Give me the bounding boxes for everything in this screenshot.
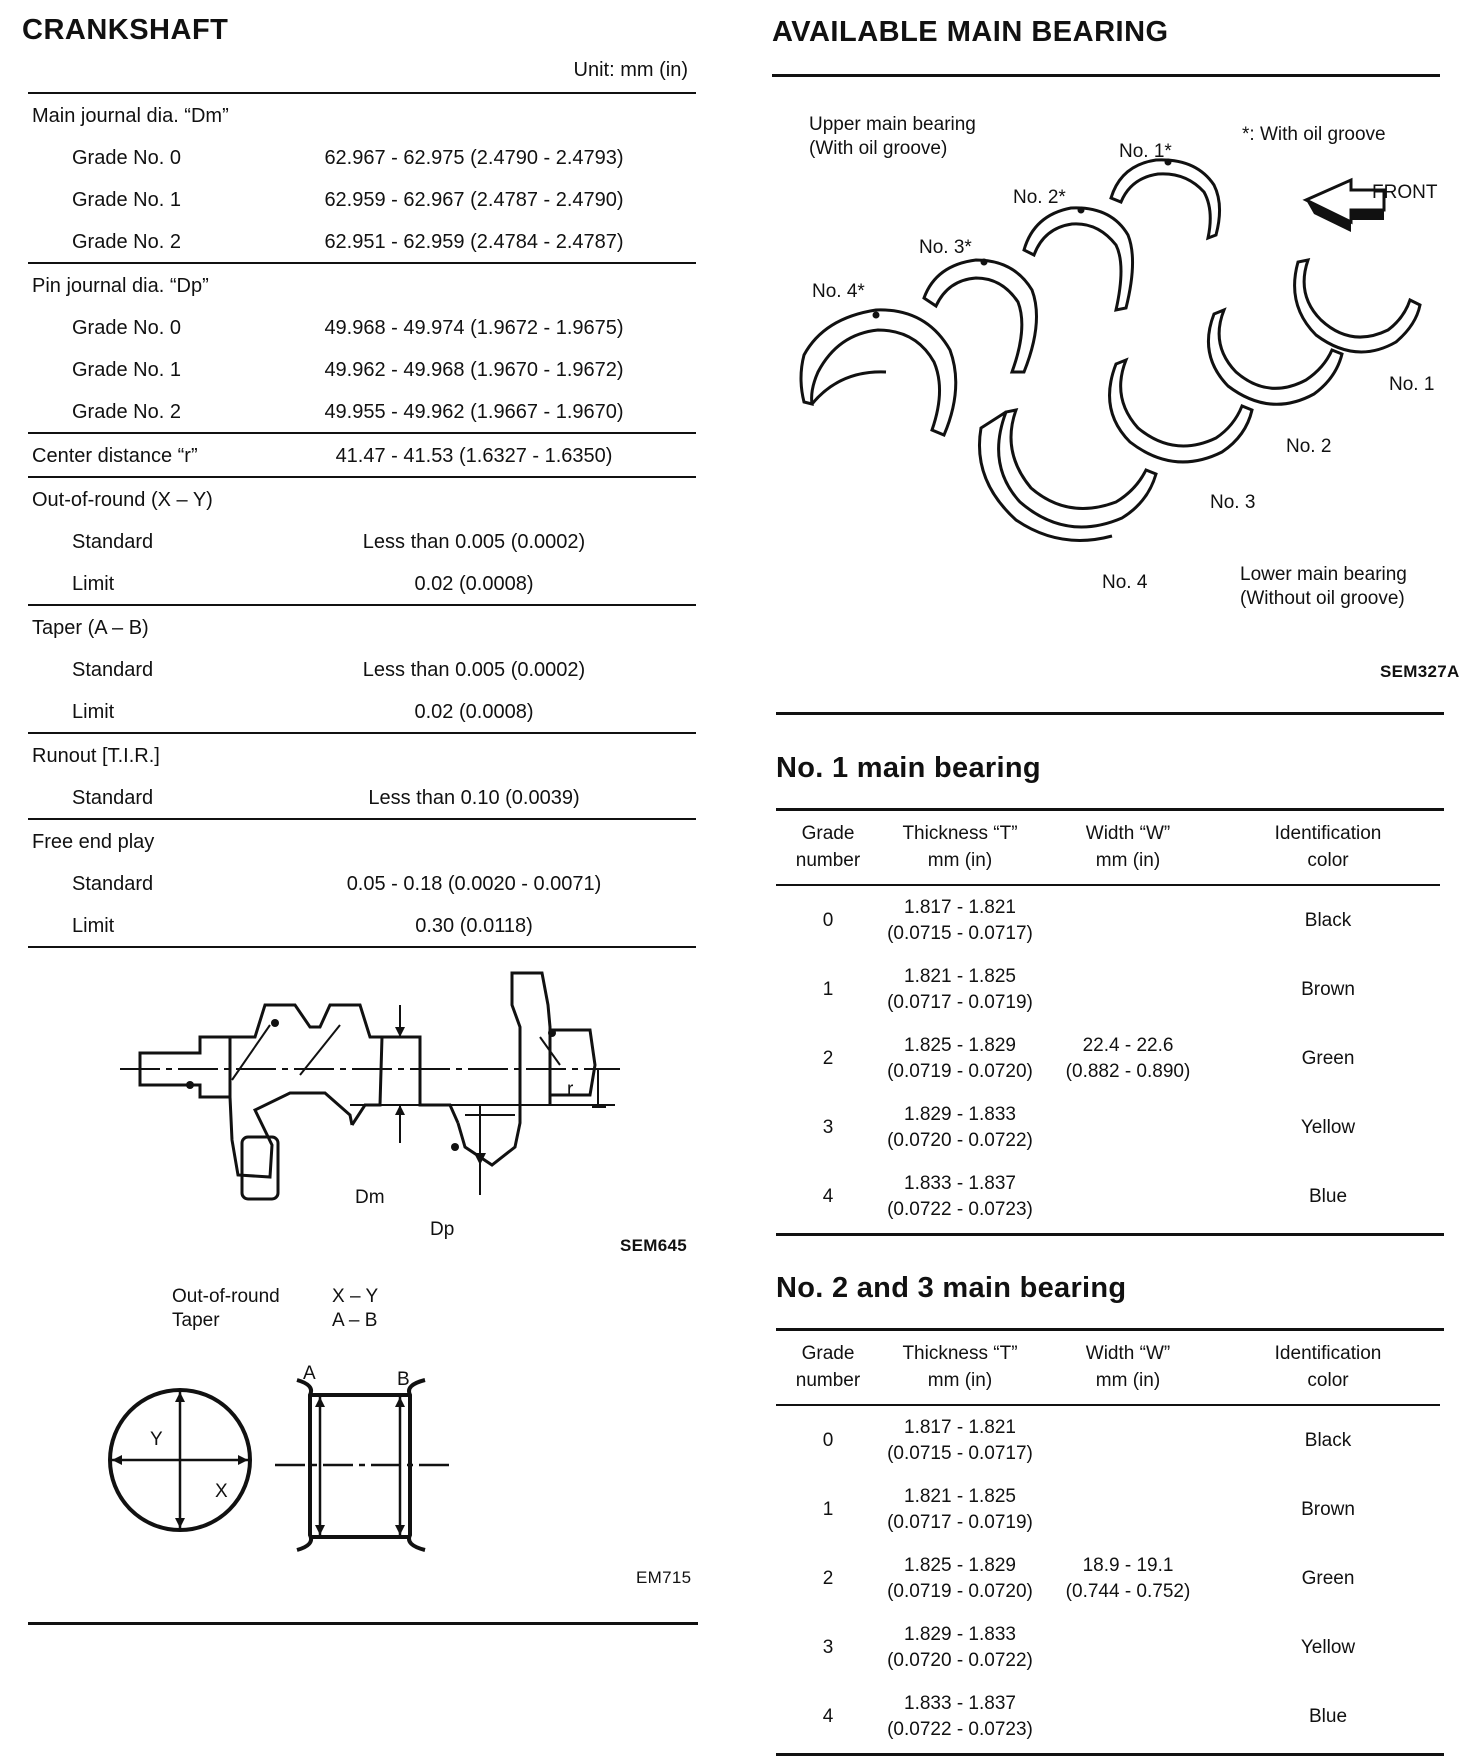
grade-number-header bbox=[776, 810, 880, 885]
thickness-in: (0.0722 - 0.0723) bbox=[887, 1718, 1033, 1740]
dp-label: Dp bbox=[430, 1219, 455, 1240]
crankshaft-diagram bbox=[120, 965, 620, 1240]
color-cell: Black bbox=[1304, 909, 1352, 931]
thickness-in: (0.0719 - 0.0720) bbox=[887, 1580, 1033, 1602]
spec-heading-row bbox=[28, 820, 696, 862]
width-header-line1: Width “W” bbox=[1085, 1343, 1171, 1364]
grade-number-header-line1: Grade bbox=[801, 1343, 855, 1364]
thickness-header-line1: Thickness “T” bbox=[902, 823, 1018, 844]
spec-row bbox=[28, 178, 696, 220]
table-header-row bbox=[776, 810, 1440, 885]
table-row bbox=[776, 1405, 1440, 1475]
spec-heading-row bbox=[28, 434, 696, 476]
grade-number-header-line2: number bbox=[795, 850, 861, 871]
no1-bottom-rule bbox=[776, 1233, 1444, 1236]
color-cell: Green bbox=[1301, 1047, 1355, 1069]
front-label: FRONT bbox=[1372, 182, 1438, 203]
grade-cell: 2 bbox=[822, 1047, 834, 1069]
spec-row-value: 0.30 (0.0118) bbox=[415, 915, 533, 937]
thickness-header bbox=[880, 810, 1040, 885]
no23-bearing-table bbox=[776, 1330, 1440, 1751]
grade-cell: 1 bbox=[822, 1498, 834, 1520]
thickness-cell bbox=[880, 1475, 1040, 1544]
no1-bearing-table bbox=[776, 810, 1440, 1231]
thickness-cell bbox=[880, 955, 1040, 1024]
identification-color-header bbox=[1216, 810, 1440, 885]
crankshaft-spec-table bbox=[28, 56, 696, 948]
spec-section bbox=[28, 434, 696, 478]
identification-color-header-line2: color bbox=[1307, 1370, 1349, 1391]
thickness-cell bbox=[880, 1613, 1040, 1682]
thickness-mm: 1.829 - 1.833 bbox=[904, 1623, 1016, 1645]
spec-row-label: Standard bbox=[72, 531, 154, 553]
unit-label: Unit: mm (in) bbox=[573, 59, 688, 81]
thickness-in: (0.0717 - 0.0719) bbox=[887, 991, 1033, 1013]
thickness-in: (0.0715 - 0.0717) bbox=[887, 1442, 1033, 1464]
spec-row-value: Less than 0.10 (0.0039) bbox=[368, 787, 580, 809]
thickness-mm: 1.833 - 1.837 bbox=[904, 1172, 1016, 1194]
spec-row-label: Grade No. 0 bbox=[72, 147, 181, 169]
upper-bearing-no4: No. 4* bbox=[812, 281, 865, 302]
spec-row bbox=[28, 690, 696, 732]
spec-row-value: 0.05 - 0.18 (0.0020 - 0.0071) bbox=[346, 873, 602, 895]
thickness-cell bbox=[880, 1544, 1040, 1613]
lower-bearing-no3: No. 3 bbox=[1210, 492, 1256, 513]
thickness-mm: 1.817 - 1.821 bbox=[904, 896, 1016, 918]
width-header bbox=[1040, 1330, 1216, 1405]
spec-row bbox=[28, 520, 696, 562]
crankshaft-title: CRANKSHAFT bbox=[22, 14, 229, 46]
color-cell: Brown bbox=[1301, 978, 1355, 1000]
legend-taper-value: A – B bbox=[332, 1310, 378, 1331]
spec-row bbox=[28, 348, 696, 390]
width-header bbox=[1040, 810, 1216, 885]
table-header-row bbox=[776, 1330, 1440, 1405]
thickness-header-line2: mm (in) bbox=[927, 850, 993, 871]
upper-bearing-no2: No. 2* bbox=[1013, 187, 1066, 208]
spec-heading-row bbox=[28, 606, 696, 648]
no23-bottom-rule bbox=[776, 1753, 1444, 1756]
thickness-cell bbox=[880, 1405, 1040, 1475]
x-label: X bbox=[215, 1481, 228, 1502]
spec-row bbox=[28, 390, 696, 432]
dm-label: Dm bbox=[355, 1187, 385, 1208]
identification-color-header-line1: Identification bbox=[1274, 823, 1382, 844]
identification-color-header bbox=[1216, 1330, 1440, 1405]
spec-row bbox=[28, 904, 696, 946]
spec-section bbox=[28, 606, 696, 734]
table-row bbox=[776, 885, 1440, 955]
r-label: r bbox=[567, 1079, 574, 1100]
thickness-in: (0.0720 - 0.0722) bbox=[887, 1129, 1033, 1151]
no23-bearing-title: No. 2 and 3 main bearing bbox=[776, 1272, 1127, 1304]
spec-row bbox=[28, 776, 696, 818]
spec-heading-row bbox=[28, 478, 696, 520]
legend-taper-label: Taper bbox=[172, 1310, 220, 1331]
y-label: Y bbox=[150, 1429, 163, 1450]
spec-heading-label: Center distance “r” bbox=[32, 445, 198, 467]
color-cell: Blue bbox=[1308, 1185, 1348, 1207]
color-cell: Yellow bbox=[1300, 1116, 1356, 1138]
a-label: A bbox=[303, 1363, 316, 1384]
out-of-round-legend bbox=[172, 1282, 412, 1342]
main-bearing-diagram bbox=[776, 110, 1442, 690]
spec-row-value: Less than 0.005 (0.0002) bbox=[362, 659, 586, 681]
spec-row-value: 62.951 - 62.959 (2.4784 - 2.4787) bbox=[324, 231, 624, 253]
thickness-in: (0.0715 - 0.0717) bbox=[887, 922, 1033, 944]
upper-bearing-label-1: Upper main bearing bbox=[809, 114, 976, 135]
spec-row-value: 62.959 - 62.967 (2.4787 - 2.4790) bbox=[324, 189, 624, 211]
grade-number-header bbox=[776, 1330, 880, 1405]
thickness-in: (0.0717 - 0.0719) bbox=[887, 1511, 1033, 1533]
spec-heading-row bbox=[28, 264, 696, 306]
spec-row-label: Standard bbox=[72, 659, 154, 681]
spec-heading-row bbox=[28, 94, 696, 136]
spec-row-label: Grade No. 1 bbox=[72, 189, 181, 211]
lower-bearing-no1: No. 1 bbox=[1389, 374, 1435, 395]
thickness-mm: 1.833 - 1.837 bbox=[904, 1692, 1016, 1714]
grade-number-header-line2: number bbox=[795, 1370, 861, 1391]
spec-row-label: Grade No. 1 bbox=[72, 359, 181, 381]
lower-bearing-no2: No. 2 bbox=[1286, 436, 1332, 457]
legend-out-of-round-label: Out-of-round bbox=[172, 1286, 280, 1307]
lower-bearing-label-2: (Without oil groove) bbox=[1240, 588, 1405, 609]
spec-heading-label: Free end play bbox=[32, 831, 155, 853]
grade-cell: 3 bbox=[822, 1636, 834, 1658]
figure-code-em715: EM715 bbox=[636, 1568, 692, 1587]
available-main-bearing-title: AVAILABLE MAIN BEARING bbox=[772, 16, 1169, 48]
figure-code-sem327a: SEM327A bbox=[1380, 662, 1460, 681]
spec-row bbox=[28, 220, 696, 262]
spec-section bbox=[28, 820, 696, 948]
color-cell: Black bbox=[1304, 1429, 1352, 1451]
spec-row-value: 62.967 - 62.975 (2.4790 - 2.4793) bbox=[324, 147, 624, 169]
color-cell: Brown bbox=[1301, 1498, 1355, 1520]
spec-heading-label: Out-of-round (X – Y) bbox=[32, 489, 213, 511]
upper-bearing-no1: No. 1* bbox=[1119, 141, 1172, 162]
thickness-cell bbox=[880, 885, 1040, 955]
identification-color-header-line1: Identification bbox=[1274, 1343, 1382, 1364]
spec-row bbox=[28, 136, 696, 178]
figure-code-sem645: SEM645 bbox=[620, 1236, 688, 1255]
spec-row-value: 0.02 (0.0008) bbox=[414, 573, 534, 595]
oil-groove-note: *: With oil groove bbox=[1242, 124, 1386, 145]
grade-cell: 3 bbox=[822, 1116, 834, 1138]
color-cell: Green bbox=[1301, 1567, 1355, 1589]
grade-cell: 0 bbox=[822, 1429, 834, 1451]
thickness-mm: 1.825 - 1.829 bbox=[904, 1554, 1016, 1576]
spec-row-label: Standard bbox=[72, 787, 154, 809]
width-in: (0.882 - 0.890) bbox=[1065, 1060, 1191, 1082]
b-label: B bbox=[397, 1369, 410, 1390]
grade-cell: 1 bbox=[822, 978, 834, 1000]
right-top-rule bbox=[772, 74, 1440, 77]
unit-row bbox=[28, 56, 696, 94]
upper-bearing-label-2: (With oil groove) bbox=[809, 138, 948, 159]
grade-cell: 4 bbox=[822, 1185, 834, 1207]
grade-cell: 4 bbox=[822, 1705, 834, 1727]
spec-row-label: Standard bbox=[72, 873, 154, 895]
upper-bearing-no3: No. 3* bbox=[919, 237, 972, 258]
spec-row bbox=[28, 562, 696, 604]
thickness-mm: 1.829 - 1.833 bbox=[904, 1103, 1016, 1125]
spec-row-label: Limit bbox=[72, 701, 115, 723]
width-mm: 22.4 - 22.6 bbox=[1082, 1034, 1174, 1056]
no1-bearing-title: No. 1 main bearing bbox=[776, 752, 1041, 784]
spec-row bbox=[28, 862, 696, 904]
width-in: (0.744 - 0.752) bbox=[1065, 1580, 1191, 1602]
spec-row-value: Less than 0.005 (0.0002) bbox=[362, 531, 586, 553]
spec-heading-label: Pin journal dia. “Dp” bbox=[32, 275, 209, 297]
spec-row-label: Grade No. 2 bbox=[72, 231, 181, 253]
spec-heading-label: Main journal dia. “Dm” bbox=[32, 105, 229, 127]
spec-row-label: Limit bbox=[72, 915, 115, 937]
spec-row-value: 49.955 - 49.962 (1.9667 - 1.9670) bbox=[324, 401, 624, 423]
thickness-cell bbox=[880, 1162, 1040, 1231]
width-mm: 18.9 - 19.1 bbox=[1082, 1554, 1174, 1576]
thickness-in: (0.0719 - 0.0720) bbox=[887, 1060, 1033, 1082]
thickness-mm: 1.825 - 1.829 bbox=[904, 1034, 1016, 1056]
width-header-line2: mm (in) bbox=[1095, 1370, 1161, 1391]
color-cell: Yellow bbox=[1300, 1636, 1356, 1658]
spec-row-label: Limit bbox=[72, 573, 115, 595]
thickness-mm: 1.821 - 1.825 bbox=[904, 1485, 1016, 1507]
spec-section bbox=[28, 264, 696, 434]
spec-row-value: 49.962 - 49.968 (1.9670 - 1.9672) bbox=[324, 359, 624, 381]
spec-row-label: Grade No. 2 bbox=[72, 401, 181, 423]
grade-cell: 0 bbox=[822, 909, 834, 931]
width-cell bbox=[1040, 1405, 1216, 1751]
spec-row-label: Grade No. 0 bbox=[72, 317, 181, 339]
spec-heading-value: 41.47 - 41.53 (1.6327 - 1.6350) bbox=[335, 445, 613, 467]
width-header-line1: Width “W” bbox=[1085, 823, 1171, 844]
width-header-line2: mm (in) bbox=[1095, 850, 1161, 871]
spec-heading-label: Taper (A – B) bbox=[32, 617, 149, 639]
figure-bottom-rule bbox=[776, 712, 1444, 715]
thickness-cell bbox=[880, 1093, 1040, 1162]
color-cell: Blue bbox=[1308, 1705, 1348, 1727]
spec-row bbox=[28, 306, 696, 348]
thickness-cell bbox=[880, 1024, 1040, 1093]
thickness-in: (0.0720 - 0.0722) bbox=[887, 1649, 1033, 1671]
grade-cell: 2 bbox=[822, 1567, 834, 1589]
spec-heading-label: Runout [T.I.R.] bbox=[32, 745, 160, 767]
spec-section bbox=[28, 734, 696, 820]
grade-number-header-line1: Grade bbox=[801, 823, 855, 844]
lower-bearing-label-1: Lower main bearing bbox=[1240, 564, 1407, 585]
thickness-in: (0.0722 - 0.0723) bbox=[887, 1198, 1033, 1220]
spec-heading-row bbox=[28, 734, 696, 776]
spec-row-value: 49.968 - 49.974 (1.9672 - 1.9675) bbox=[324, 317, 624, 339]
thickness-header bbox=[880, 1330, 1040, 1405]
thickness-mm: 1.817 - 1.821 bbox=[904, 1416, 1016, 1438]
spec-section bbox=[28, 94, 696, 264]
lower-bearing-no4: No. 4 bbox=[1102, 572, 1148, 593]
thickness-mm: 1.821 - 1.825 bbox=[904, 965, 1016, 987]
thickness-cell bbox=[880, 1682, 1040, 1751]
spec-row bbox=[28, 648, 696, 690]
identification-color-header-line2: color bbox=[1307, 850, 1349, 871]
spec-row-value: 0.02 (0.0008) bbox=[414, 701, 534, 723]
thickness-header-line2: mm (in) bbox=[927, 1370, 993, 1391]
width-cell bbox=[1040, 885, 1216, 1231]
legend-out-of-round-value: X – Y bbox=[332, 1286, 379, 1307]
spec-section bbox=[28, 478, 696, 606]
thickness-header-line1: Thickness “T” bbox=[902, 1343, 1018, 1364]
out-of-round-taper-diagram bbox=[105, 1365, 485, 1575]
left-bottom-rule bbox=[28, 1622, 698, 1625]
